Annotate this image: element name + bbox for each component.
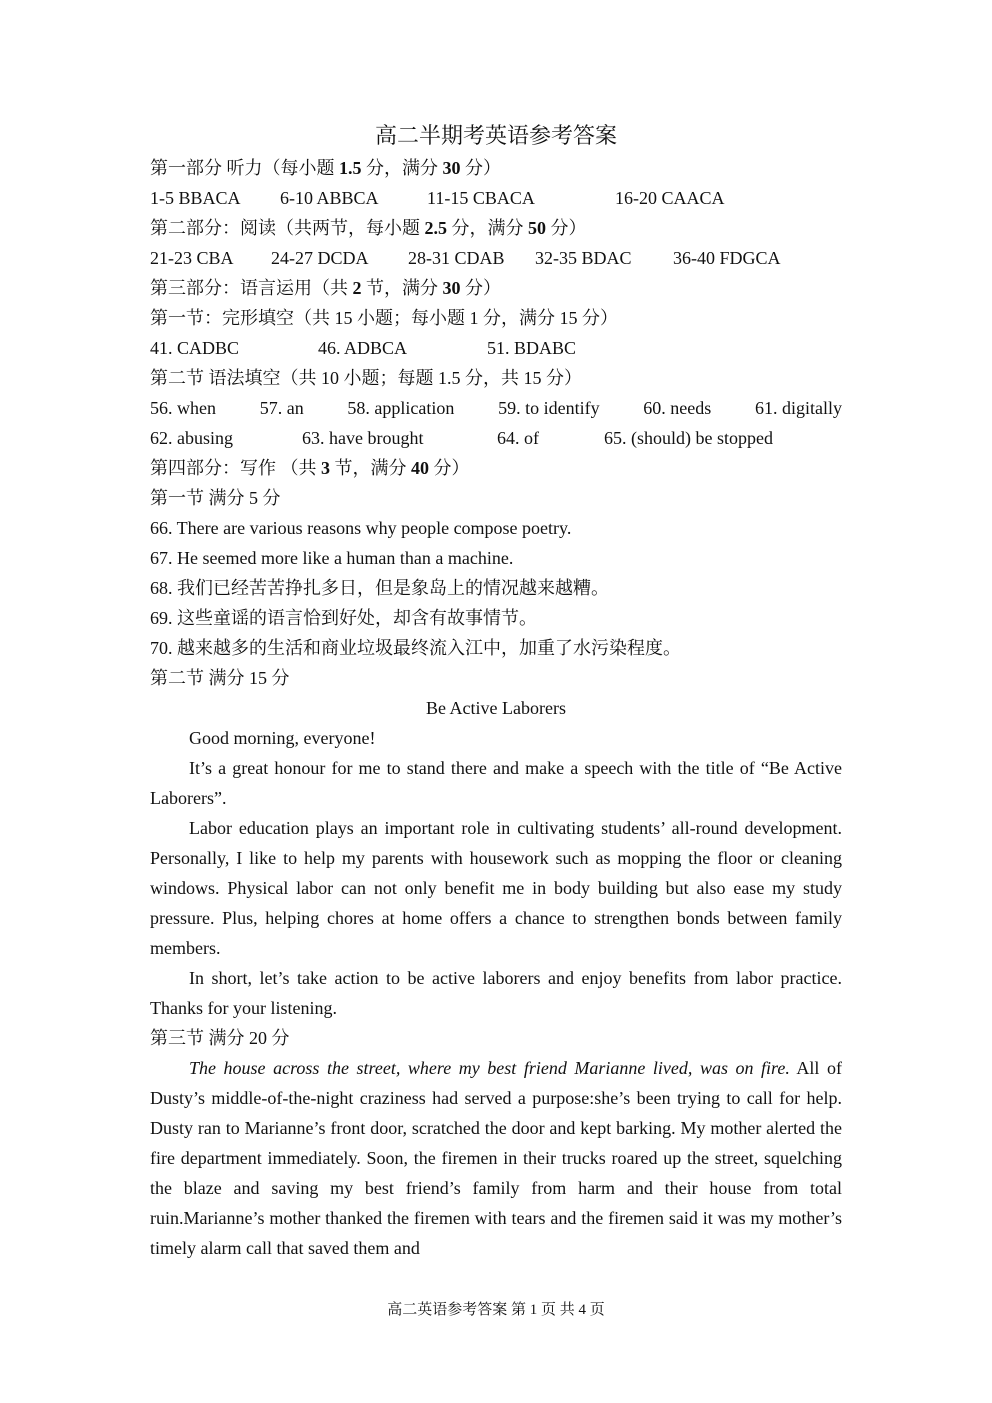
answer-group: 1-5 BBACA bbox=[150, 188, 241, 208]
answer-group: 46. ADBCA bbox=[318, 338, 408, 358]
part3-heading: 第三部分：语言运用（共 2 节，满分 30 分） bbox=[150, 278, 501, 298]
story-given-sentence: The house across the street, where my best friend Marianne lived, was on fire. bbox=[189, 1058, 790, 1078]
part2-answers bbox=[150, 243, 842, 273]
answer-item: 64. of bbox=[497, 428, 539, 448]
translation-answer: 69. 这些童谣的语言恰到好处，却含有故事情节。 bbox=[150, 608, 537, 628]
story-paragraph bbox=[150, 1053, 842, 1263]
part3-section1-heading: 第一节：完形填空（共 15 小题；每小题 1 分，满分 15 分） bbox=[150, 308, 618, 328]
story-continuation: All of Dusty’s middle-of-the-night craziness had served a purpose:she’s been trying to call for help. Dusty ran to Marianne’s front door, scratched the door and kept barking. My mother alerted the fire department immediately. Soon, the firemen in their trucks roared up the street, squelching the blaze and saving my best friend’s family from harm and their house from total ruin.Marianne’s mother thanked the firemen with tears and the firemen said it was my mother’s timely alarm call that saved them and bbox=[150, 1058, 842, 1258]
part3-section1-answers bbox=[150, 333, 842, 363]
part2-heading: 第二部分：阅读（共两节，每小题 2.5 分，满分 50 分） bbox=[150, 218, 587, 238]
answer-item: 59. to identify bbox=[498, 398, 600, 418]
answer-group: 16-20 CAACA bbox=[615, 188, 725, 208]
part3-section2-answers-row1 bbox=[150, 393, 842, 423]
part3-section2-heading: 第二节 语法填空（共 10 小题；每题 1.5 分，共 15 分） bbox=[150, 368, 582, 388]
translation-answer: 67. He seemed more like a human than a machine. bbox=[150, 548, 514, 568]
essay-paragraph: Good morning, everyone! bbox=[189, 728, 376, 748]
answer-group: 41. CADBC bbox=[150, 338, 240, 358]
part4-section1-heading: 第一节 满分 5 分 bbox=[150, 488, 281, 508]
part1-answers bbox=[150, 183, 842, 213]
part4-section3-heading: 第三节 满分 20 分 bbox=[150, 1028, 290, 1048]
translation-answer: 70. 越来越多的生活和商业垃圾最终流入江中，加重了水污染程度。 bbox=[150, 638, 681, 658]
essay-paragraph: Labor education plays an important role in cultivating students’ all-round development. Personally, I like to help my parents with housework such as mopping the floor or cleaning windows. Physical labor can not only benefit me in body building but also ease my study pressure. Plus, helping chores at home offers a chance to strengthen bonds between family members. bbox=[150, 818, 842, 958]
part3-section2-answers-row2 bbox=[150, 423, 842, 453]
essay-paragraph: It’s a great honour for me to stand there and make a speech with the title of “Be Active Laborers”. bbox=[150, 758, 842, 808]
answer-group: 6-10 ABBCA bbox=[280, 188, 379, 208]
answer-item: 61. digitally bbox=[754, 398, 842, 418]
translation-answer: 68. 我们已经苦苦挣扎多日，但是象岛上的情况越来越糟。 bbox=[150, 578, 609, 598]
answer-item: 63. have brought bbox=[302, 428, 424, 448]
page-footer: 高二英语参考答案 第 1 页 共 4 页 bbox=[387, 1302, 605, 1318]
answer-item: 62. abusing bbox=[150, 428, 233, 448]
answer-item: 57. an bbox=[259, 398, 304, 418]
essay-paragraph: In short, let’s take action to be active laborers and enjoy benefits from labor practice. Thanks for your listening. bbox=[150, 968, 842, 1018]
answer-group: 36-40 FDGCA bbox=[673, 248, 781, 268]
answer-group: 28-31 CDAB bbox=[408, 248, 505, 268]
part4-section2-heading: 第二节 满分 15 分 bbox=[150, 668, 290, 688]
answer-item: 56. when bbox=[150, 398, 216, 418]
part1-heading: 第一部分 听力（每小题 1.5 分，满分 30 分） bbox=[150, 158, 501, 178]
part4-heading: 第四部分：写作 （共 3 节，满分 40 分） bbox=[150, 458, 470, 478]
answer-group: 21-23 CBA bbox=[150, 248, 234, 268]
essay-title: Be Active Laborers bbox=[426, 698, 566, 718]
page-title: 高二半期考英语参考答案 bbox=[374, 123, 617, 148]
answer-group: 32-35 BDAC bbox=[535, 248, 632, 268]
answer-item: 65. (should) be stopped bbox=[604, 428, 773, 448]
answer-item: 60. needs bbox=[643, 398, 712, 418]
translation-answer: 66. There are various reasons why people compose poetry. bbox=[150, 518, 572, 538]
answer-item: 58. application bbox=[347, 398, 455, 418]
answer-group: 51. BDABC bbox=[487, 338, 577, 358]
answer-group: 11-15 CBACA bbox=[427, 188, 535, 208]
answer-key-page bbox=[150, 120, 842, 1263]
answer-group: 24-27 DCDA bbox=[271, 248, 369, 268]
